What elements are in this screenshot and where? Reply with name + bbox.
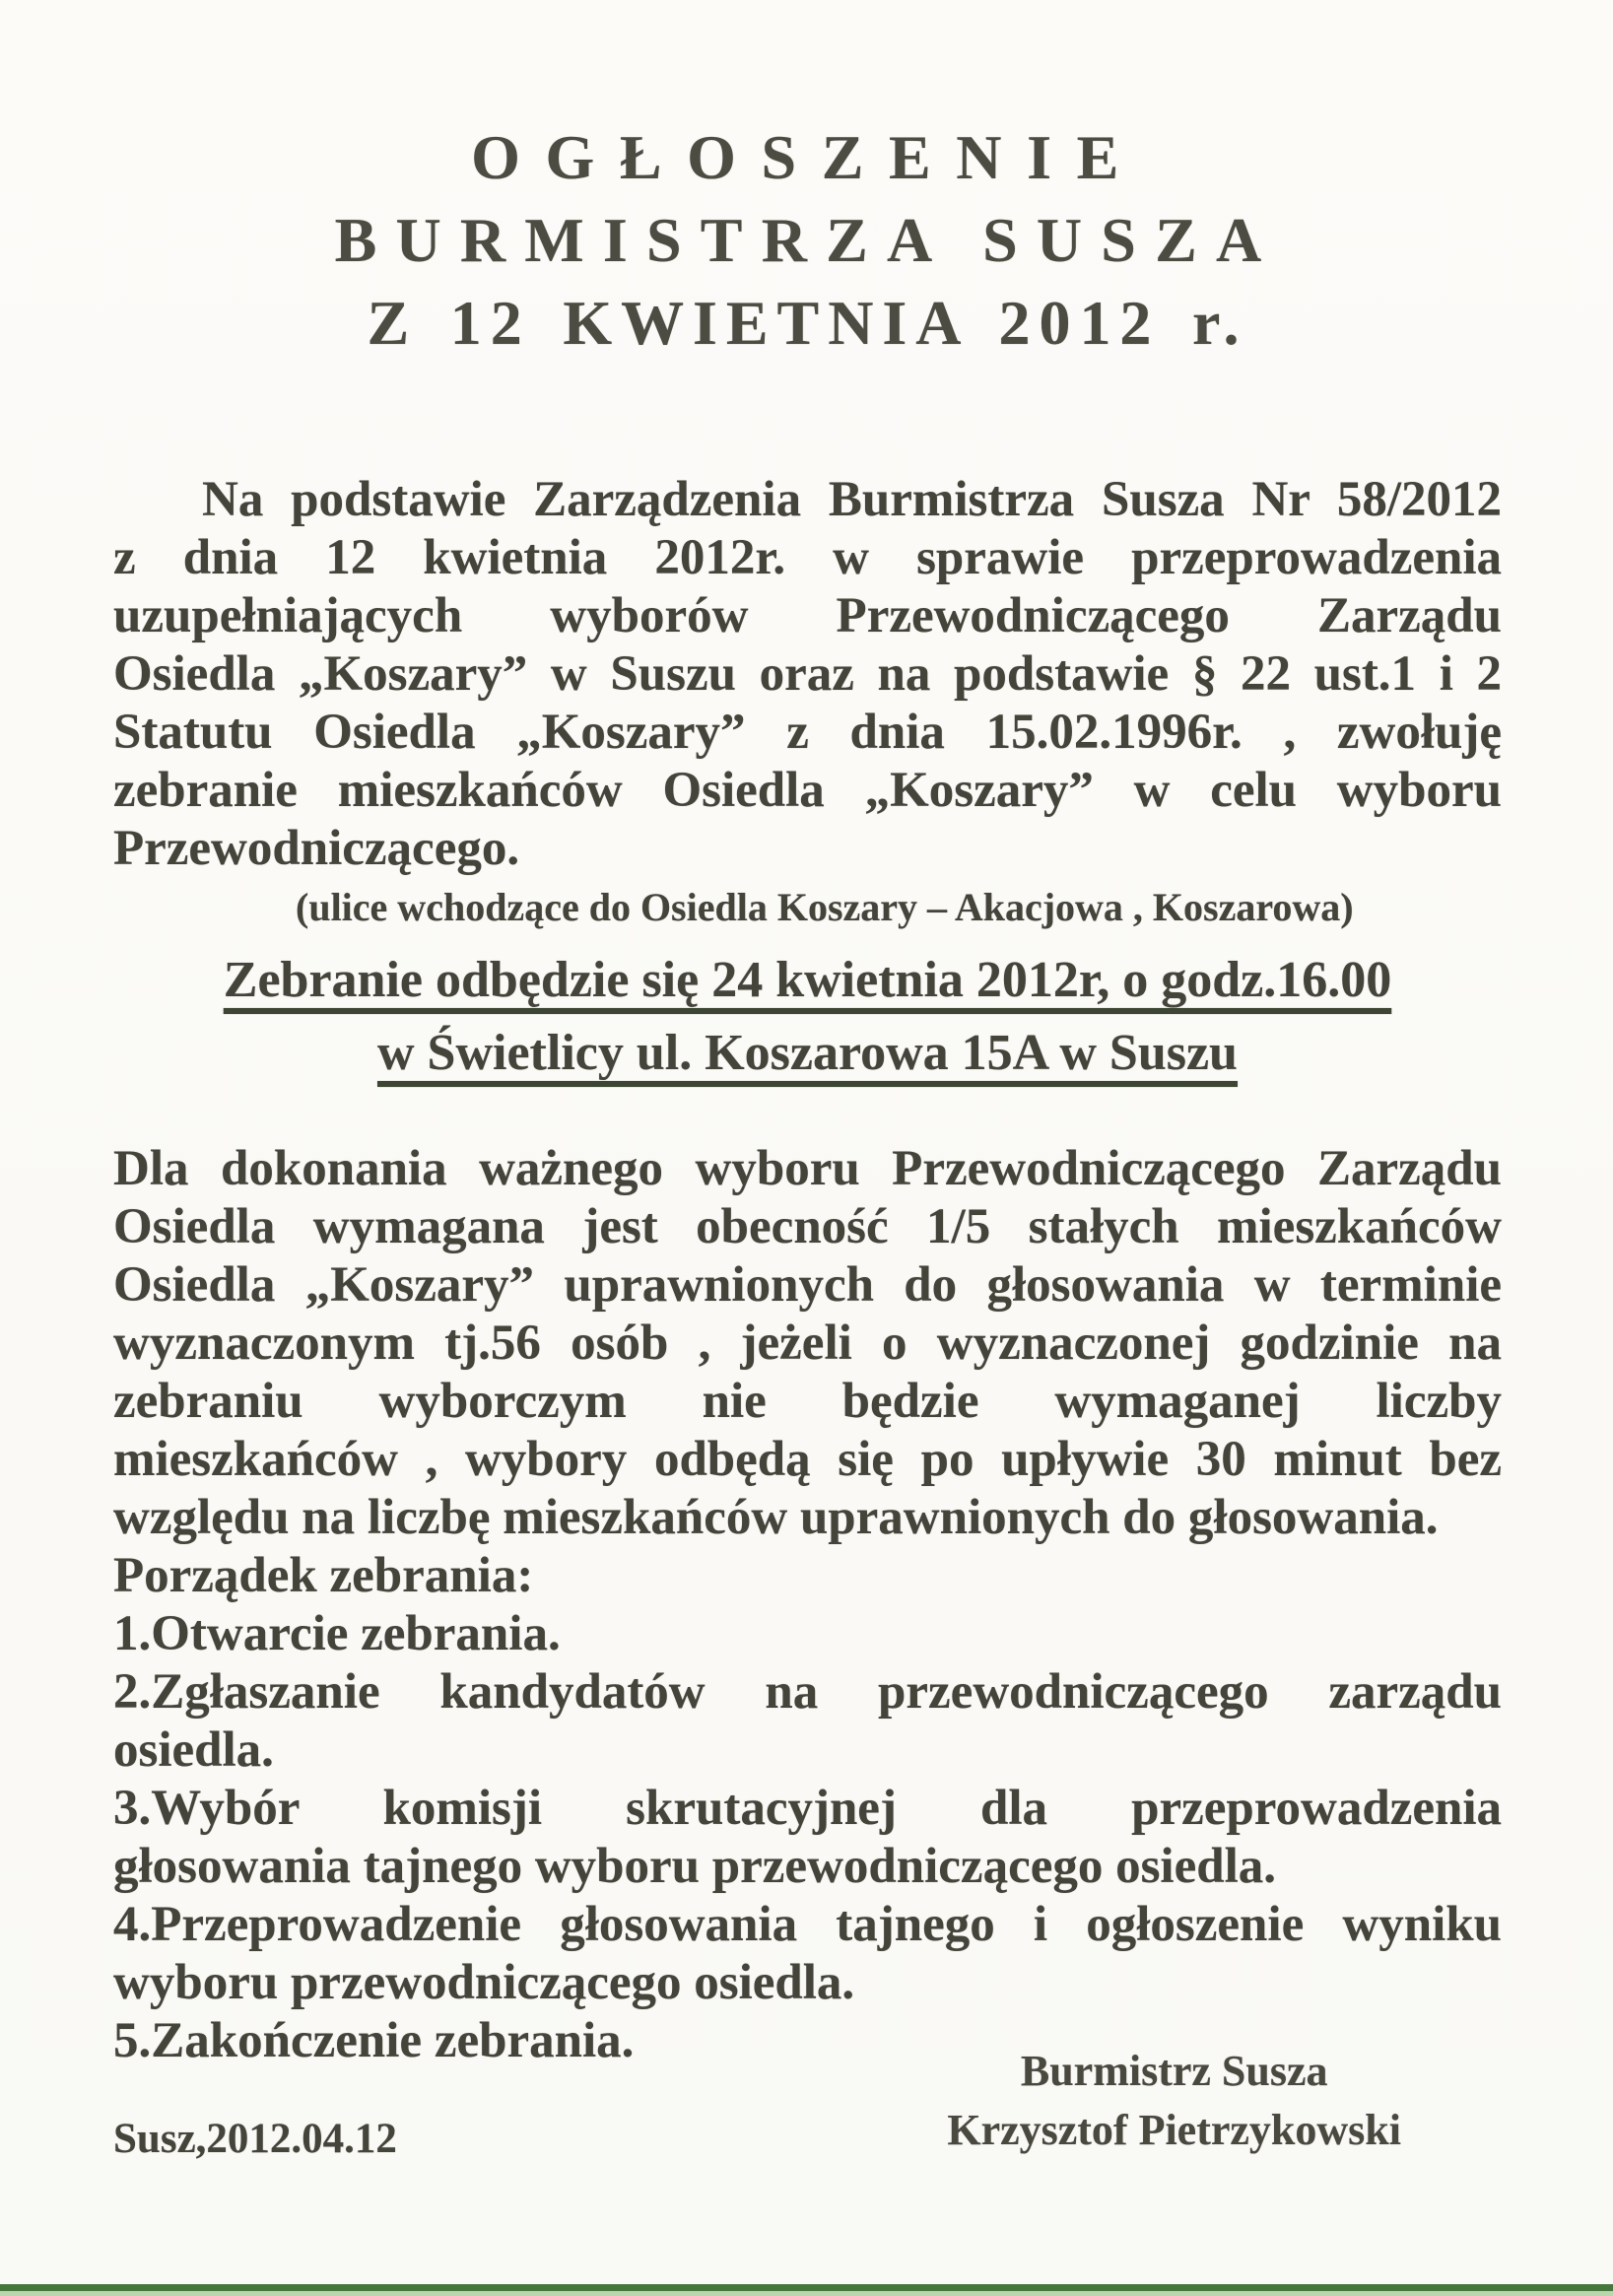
agenda-paragraph bbox=[113, 1140, 1502, 2070]
announcement-title-line-2: BURMISTRZA SUSZA bbox=[334, 205, 1281, 275]
paragraph-line: Porządek zebrania: bbox=[113, 1548, 534, 1603]
signature-block bbox=[947, 2042, 1401, 2160]
meeting-notice bbox=[113, 944, 1502, 1090]
paragraph-line: Przewodniczącego. bbox=[113, 821, 520, 876]
paragraph-line: wyznaczonym tj.56 osób , jeżeli o wyznaczonej godzinie na bbox=[113, 1316, 1502, 1371]
paragraph-line: Osiedla „Koszary” w Suszu oraz na podstawie § 22 ust.1 i 2 bbox=[113, 646, 1502, 702]
paragraph-line: Osiedla wymagana jest obecność 1/5 stałych mieszkańców bbox=[113, 1199, 1502, 1254]
announcement-title bbox=[113, 116, 1502, 365]
paragraph-line: 5.Zakończenie zebrania. bbox=[113, 2013, 635, 2068]
paragraph-line: Osiedla „Koszary” uprawnionych do głosowania w terminie bbox=[113, 1257, 1502, 1313]
opening-paragraph bbox=[113, 471, 1502, 878]
paragraph-line: osiedla. bbox=[113, 1722, 274, 1778]
paragraph-line: wyboru przewodniczącego osiedla. bbox=[113, 1955, 855, 2010]
paragraph-line: zebranie mieszkańców Osiedla „Koszary” w celu wyboru bbox=[113, 763, 1502, 818]
paragraph-line: uzupełniających wyborów Przewodniczącego Zarządu bbox=[113, 588, 1502, 643]
announcement-title-line-3: Z 12 KWIETNIA 2012 r. bbox=[367, 288, 1248, 358]
paragraph-line: Statutu Osiedla „Koszary” z dnia 15.02.1996r. , zwołuję bbox=[113, 705, 1502, 760]
paragraph-line: 1.Otwarcie zebrania. bbox=[113, 1606, 561, 1661]
place-date: Susz,2012.04.12 bbox=[113, 2116, 397, 2162]
streets-note: (ulice wchodzące do Osiedla Koszary – Akacjowa , Koszarowa) bbox=[296, 885, 1354, 929]
scan-bottom-edge-light bbox=[0, 2291, 1613, 2296]
paragraph-line: względu na liczbę mieszkańców uprawnionych do głosowania. bbox=[113, 1490, 1439, 1545]
paragraph-line: 3.Wybór komisji skrutacyjnej dla przeprowadzenia bbox=[113, 1781, 1502, 1836]
paragraph-line: 4.Przeprowadzenie głosowania tajnego i ogłoszenie wyniku bbox=[113, 1897, 1502, 1952]
meeting-date-line: Zebranie odbędzie się 24 kwietnia 2012r, o godz.16.00 bbox=[223, 952, 1392, 1008]
scan-bottom-edge-dark bbox=[0, 2284, 1613, 2291]
announcement-title-line-1: OGŁOSZENIE bbox=[471, 122, 1144, 192]
paragraph-line: z dnia 12 kwietnia 2012r. w sprawie przeprowadzenia bbox=[113, 530, 1502, 585]
signature-title: Burmistrz Susza bbox=[1020, 2047, 1328, 2095]
signature-name: Krzysztof Pietrzykowski bbox=[947, 2106, 1401, 2154]
paragraph-line: 2.Zgłaszanie kandydatów na przewodniczącego zarządu bbox=[113, 1664, 1502, 1720]
paragraph-line: głosowania tajnego wyboru przewodniczącego osiedla. bbox=[113, 1839, 1277, 1894]
paragraph-line: Na podstawie Zarządzenia Burmistrza Susza Nr 58/2012 bbox=[202, 472, 1502, 527]
paragraph-line: zebraniu wyborczym nie będzie wymaganej liczby bbox=[113, 1374, 1502, 1429]
paragraph-line: Dla dokonania ważnego wyboru Przewodniczącego Zarządu bbox=[113, 1141, 1502, 1196]
meeting-venue-line: w Świetlicy ul. Koszarowa 15A w Suszu bbox=[377, 1025, 1238, 1081]
paragraph-line: mieszkańców , wybory odbędą się po upływie 30 minut bez bbox=[113, 1432, 1502, 1487]
